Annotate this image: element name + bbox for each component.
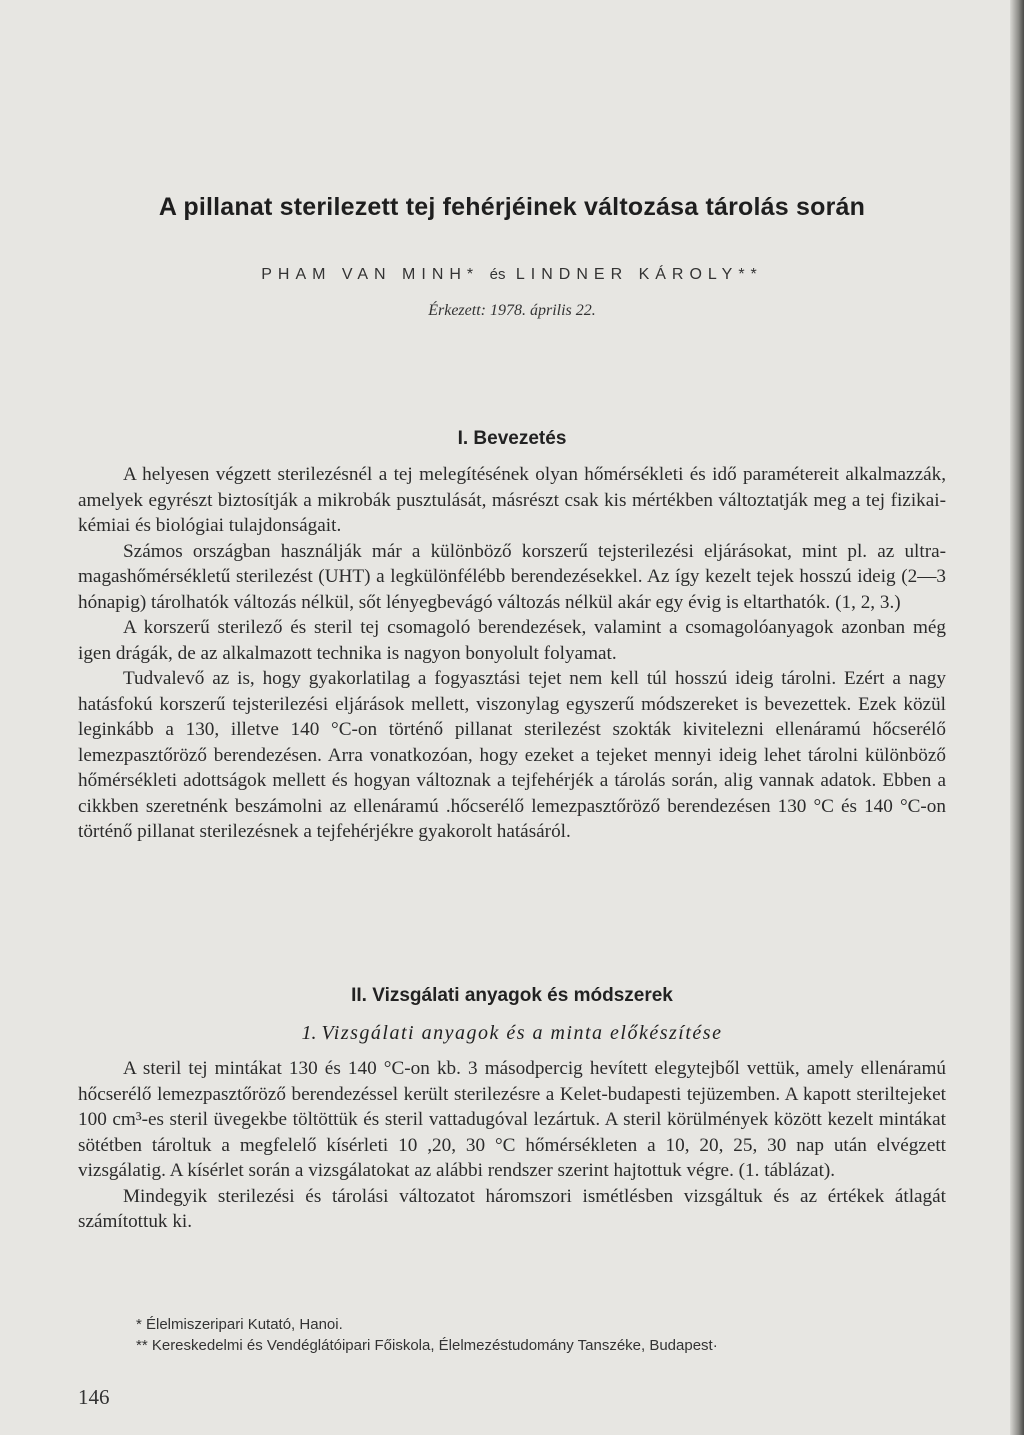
page-edge-shadow xyxy=(1010,0,1024,1435)
subsection-heading xyxy=(78,1022,946,1045)
paragraph: Tudvalevő az is, hogy gyakorlatilag a fogyasztási tejet nem kell túl hosszú ideig tárolni. Ezért a nagy hatásfokú korszerű tejsterilezési eljárások mellett, viszonylag egyszerű módszereket is bevezettek. Ezek közül leginkább a 130, illetve 140 °C-on történő pillanat sterilezést szokták kivitelezni ellenáramú hőcserélő lemezpasztőröző berendezésen. Arra vonatkozóan, hogy ezeket a tejeket mennyi ideig lehet tárolni különböző hőmérsékleti adottságok mellett és hogyan változnak a tejfehérjék a tárolás során, alig vannak adatok. Ebben a cikkben szeretnénk beszámolni az ellenáramú .hőcserélő lemezpasztőröző berendezésen 130 °C és 140 °C-on történő pillanat sterilezésnek a tejfehérjékre gyakorolt hatásáról. xyxy=(78,668,946,842)
author-1: PHAM VAN MINH* xyxy=(261,266,480,283)
footnotes xyxy=(136,1314,946,1356)
author-2: LINDNER KÁROLY** xyxy=(515,266,763,283)
paragraph: Mindegyik sterilezési és tárolási változatot háromszori ismétlésben vizsgáltuk és az értékek átlagát számítottuk ki. xyxy=(78,1185,946,1232)
author-conjunction: és xyxy=(489,266,506,283)
paper-page xyxy=(78,0,946,1435)
section-methods-body xyxy=(78,1056,946,1235)
received-date: Érkezett: 1978. április 22. xyxy=(428,302,596,319)
subsection-title: Vizsgálati anyagok és a minta előkészítése xyxy=(321,1022,723,1044)
footnote-1: * Élelmiszeripari Kutató, Hanoi. xyxy=(136,1316,343,1333)
paragraph: A korszerű sterilező és steril tej csomagoló berendezések, valamint a csomagolóanyagok azonban még igen drágák, de az alkalmazott technika is nagyon bonyolult folyamat. xyxy=(78,617,946,664)
paragraph: Számos országban használják már a különböző korszerű tejsterilezési eljárásokat, mint pl. az ultra-magashőmérsékletű sterilezést (UHT) a legkülönfélébb berendezésekkel. Az így kezelt tejek hosszú ideig (2—3 hónapig) tárolhatók változás nélkül, sőt lényegbevágó változás nélkül akár egy évig is eltarthatók. (1, 2, 3.) xyxy=(78,540,946,613)
page-number: 146 xyxy=(78,1385,110,1409)
section-introduction-body xyxy=(78,462,946,845)
subsection-number: 1. xyxy=(301,1022,317,1044)
author-line xyxy=(78,266,946,284)
section-heading-methods: II. Vizsgálati anyagok és módszerek xyxy=(351,985,673,1006)
paragraph: A helyesen végzett sterilezésnél a tej melegítésének olyan hőmérsékleti és idő paramétereit alkalmazzák, amelyek egyrészt biztosítják a mikrobák pusztulását, másrészt csak kis mértékben változtatják meg a tej fizikai-kémiai és biológiai tulajdonságait. xyxy=(78,464,946,536)
section-heading-introduction: I. Bevezetés xyxy=(457,428,567,449)
article-title: A pillanat sterilezett tej fehérjéinek változása tárolás során xyxy=(158,193,866,221)
footnote-2: ** Kereskedelmi és Vendéglátóipari Főiskola, Élelmezéstudomány Tanszéke, Budapest· xyxy=(136,1337,718,1354)
paragraph: A steril tej mintákat 130 és 140 °C-on kb. 3 másodpercig hevített elegytejből vettük, amely ellenáramú hőcserélő lemezpasztőröző berendezéssel került sterilezésre a Kelet-budapesti tejüzemben. A kapott steriltejeket 100 cm³-es steril üvegekbe töltöttük és steril vattadugóval lezártuk. A steril körülmények között kezelt mintákat sötétben tároltuk a megfelelő kísérleti 10 ,20, 30 °C hőmérsékleten a 10, 20, 25, 30 nap után elvégzett vizsgálatig. A kísérlet során a vizsgálatokat az alábbi rendszer szerint hajtottuk végre. (1. táblázat). xyxy=(78,1058,946,1181)
